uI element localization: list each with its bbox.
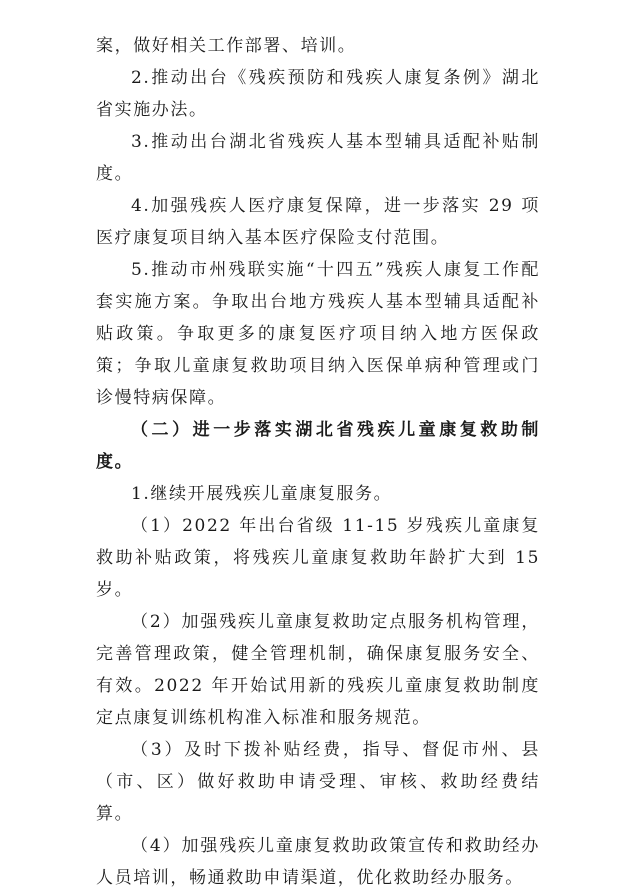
paragraph-continuation: 案，做好相关工作部署、培训。 xyxy=(96,36,357,56)
document-page xyxy=(96,30,540,894)
section-heading: （二）进一步落实湖北省残疾儿童康复救助制度。 xyxy=(96,420,540,472)
paragraph-subitem-4: （4）加强残疾儿童康复救助政策宣传和救助经办人员培训，畅通救助申请渠道，优化救助经办服务。 xyxy=(96,836,540,888)
paragraph-item-4: 4.加强残疾人医疗康复保障，进一步落实 29 项医疗康复项目纳入基本医疗保险支付范围。 xyxy=(96,196,540,248)
paragraph-subitem-3: （3）及时下拨补贴经费，指导、督促市州、县（市、区）做好救助申请受理、审核、救助经费结算。 xyxy=(96,740,540,824)
paragraph-subitem-2: （2）加强残疾儿童康复救助定点服务机构管理，完善管理政策，健全管理机制，确保康复服务安全、有效。2022 年开始试用新的残疾儿童康复救助制度定点康复训练机构准入标准和服务规范。 xyxy=(96,612,540,728)
paragraph-item-2: 2.推动出台《残疾预防和残疾人康复条例》湖北省实施办法。 xyxy=(96,68,540,120)
paragraph-subitem-1: （1）2022 年出台省级 11-15 岁残疾儿童康复救助补贴政策，将残疾儿童康复救助年龄扩大到 15 岁。 xyxy=(96,516,540,600)
paragraph-item-3: 3.推动出台湖北省残疾人基本型辅具适配补贴制度。 xyxy=(96,132,540,184)
paragraph-item-5: 5.推动市州残联实施“十四五”残疾人康复工作配套实施方案。争取出台地方残疾人基本型辅具适配补贴政策。争取更多的康复医疗项目纳入地方医保政策；争取儿童康复救助项目纳入医保单病种管理或门诊慢特病保障。 xyxy=(96,260,540,408)
paragraph-item-1: 1.继续开展残疾儿童康复服务。 xyxy=(131,484,393,504)
